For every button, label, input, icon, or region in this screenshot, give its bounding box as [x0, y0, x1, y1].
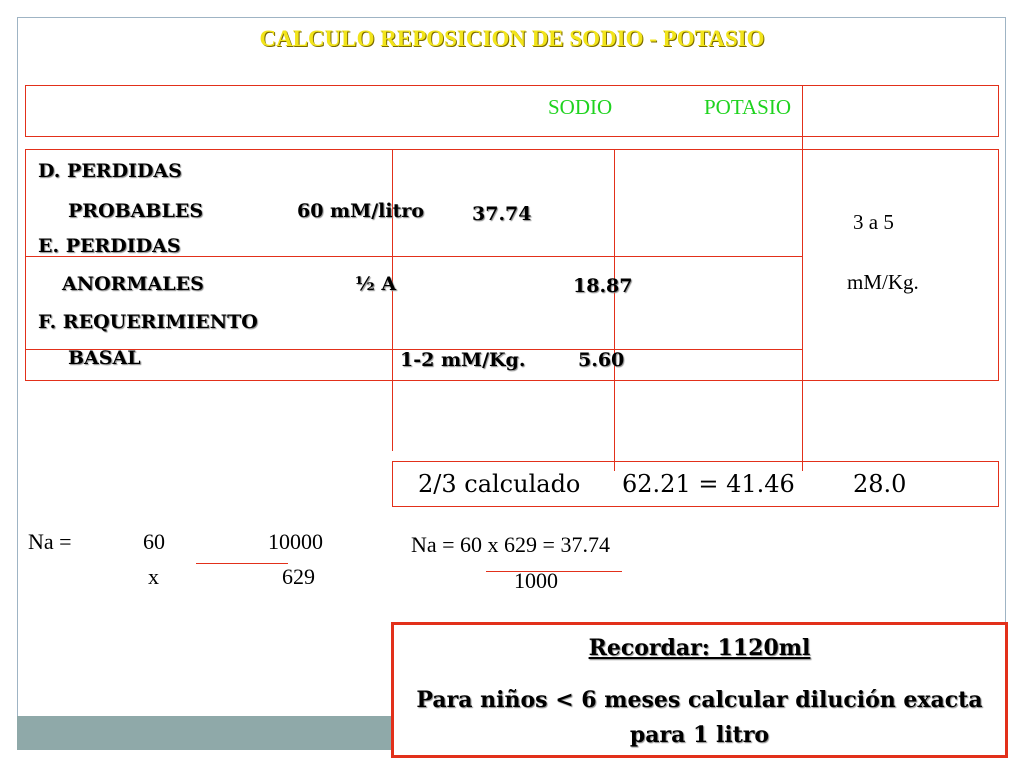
formula-left-lhs: Na =	[28, 529, 72, 554]
main-table-box	[25, 149, 999, 381]
formula-left-den2: 629	[282, 564, 315, 589]
header-sodio: SODIO	[548, 95, 613, 119]
formula-right-den: 1000	[514, 568, 558, 593]
header-row-box	[25, 85, 999, 137]
formula-right-line: Na = 60 x 629 = 37.74	[411, 532, 610, 557]
row-e-label: E. PERDIDAS	[38, 235, 181, 257]
row-f-value: 5.60	[578, 349, 625, 371]
header-potasio: POTASIO	[704, 95, 791, 119]
potasio-range-line2: mM/Kg.	[847, 270, 919, 294]
page-title: CALCULO REPOSICION DE SODIO - POTASIO	[259, 26, 765, 51]
summary-label: 2/3 calculado	[418, 470, 581, 498]
row-d-rate: 60 mM/litro	[297, 200, 425, 222]
row-e-rate: ½ A	[355, 273, 397, 295]
row-f-label: F. REQUERIMIENTO	[38, 311, 258, 333]
reminder-title: Recordar: 1120ml	[588, 635, 811, 661]
row-d-value: 37.74	[472, 203, 532, 225]
summary-potasio: 28.0	[853, 470, 907, 498]
summary-expr: 62.21 = 41.46	[622, 470, 795, 498]
row-d-label: D. PERDIDAS	[38, 160, 182, 182]
reminder-text: Para niños < 6 meses calcular dilución exacta para 1 litro	[416, 687, 983, 748]
row-d-sublabel: PROBABLES	[68, 200, 204, 222]
potasio-range-line1: 3 a 5	[853, 210, 894, 234]
formula-left-den1: x	[148, 564, 159, 589]
formula-left-num1: 60	[143, 529, 165, 554]
row-f-sublabel: BASAL	[68, 347, 141, 369]
formula-left-num2: 10000	[268, 529, 323, 554]
row-e-value: 18.87	[573, 275, 633, 297]
row-f-rate: 1-2 mM/Kg.	[400, 349, 526, 371]
formula-left-fraction-bar	[196, 563, 288, 564]
col-divider-2	[614, 149, 615, 471]
col-divider-1	[392, 149, 393, 451]
col-divider-3	[802, 85, 803, 471]
reminder-box	[391, 622, 1008, 758]
row-e-sublabel: ANORMALES	[62, 273, 204, 295]
